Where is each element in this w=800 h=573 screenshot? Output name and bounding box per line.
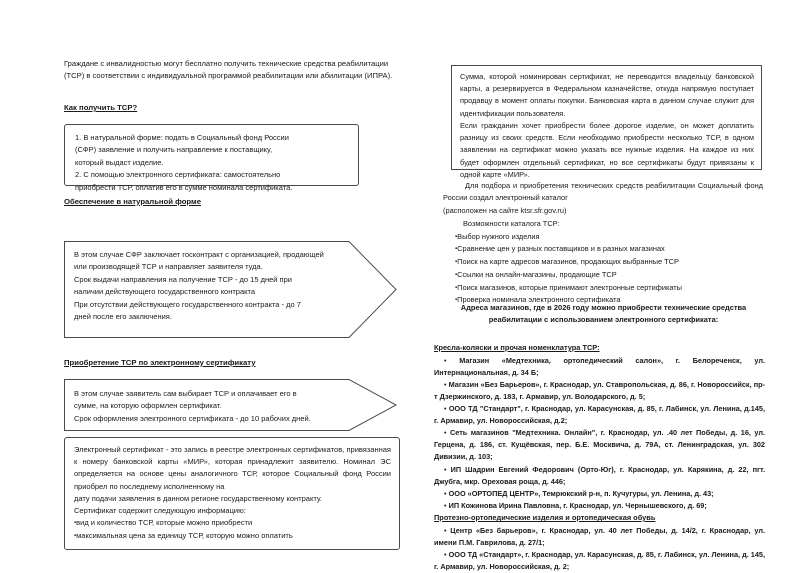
catalog-list-title: Возможности каталога ТСР: <box>463 219 560 228</box>
address-entry <box>434 427 765 463</box>
address-group-heading-prosthetics: Протезно-ортопедические изделия и ортопедическая обувь <box>434 513 656 522</box>
box-how-to-get <box>64 124 359 192</box>
addresses-section-title: Адреса магазинов, где в 2026 году можно приобрести технические средства реабилитации с использованием электронного сертификата: <box>460 303 747 325</box>
catalog-item <box>455 269 765 282</box>
box-how-line-3: который выдаст изделие. <box>75 157 164 167</box>
address-entry-text: ООО «ОРТОПЕД ЦЕНТР», Темрюкский р-н, п. Кучугуры, ул. Ленина, д. 43; <box>448 488 714 498</box>
callout-natural-form <box>64 241 397 338</box>
address-entry-text: Центр «Без барьеров», г. Краснодар, ул. 40 лет Победы, д. 14/2, г. Краснодар, ул. имени П.М. Гаврилова, д. 27/1; <box>434 525 765 547</box>
box-how-line-4: 2. С помощью электронного сертификата: самостоятельно <box>75 170 281 180</box>
callout-natural-line-4: наличии действующего государственного контракта <box>74 287 256 297</box>
box-electronic-certificate-info <box>64 437 400 550</box>
catalog-item-text: Ссылки на онлайн-магазины, продающие ТСР <box>457 269 617 279</box>
catalog-site-line: (расположен на сайте ktsr.sfr.gov.ru) <box>443 205 567 215</box>
catalog-item <box>455 256 765 269</box>
heading-natural-form: Обеспечение в натуральной форме <box>64 197 201 206</box>
callout-cert-line-3: Срок оформления электронного сертификата - до 10 рабочих дней. <box>74 413 311 423</box>
catalog-intro-paragraph: Для подбора и приобретения технических средств реабилитации Социальный фонд России создал электронный каталог <box>443 181 763 203</box>
address-entry <box>434 500 765 512</box>
callout-natural-line-3: Срок выдачи направления на получение ТСР - до 15 дней при <box>74 274 292 284</box>
address-entry <box>434 355 765 379</box>
bullet-marker: • <box>444 428 450 438</box>
bullet-marker: • <box>444 464 451 474</box>
esig-bullet-1-text: вид и количество ТСР, которые можно приобрести <box>76 518 253 528</box>
esig-paragraph-2: дату подачи заявления в данном регионе государственному контракту. <box>74 493 322 503</box>
catalog-intro <box>443 180 763 217</box>
bullet-marker: • <box>444 500 449 510</box>
sum-paragraph-1: Сумма, которой номинирован сертификат, не переводится владельцу банковской карты, а резервируется в Федеральном казначействе, откуда напрямую поступает продавцу в момент оплаты покупки. Банковская карта в данном случае служит для идентификации пользователя. <box>460 72 754 118</box>
callout-natural-line-5: При отсутствии действующего государственного контракта - до 7 <box>74 299 301 309</box>
esig-paragraph-3: Сертификат содержит следующую информацию: <box>74 506 246 516</box>
bullet-marker: • <box>444 379 449 389</box>
catalog-item-text: Поиск на карте адресов магазинов, продающих выбранные ТСР <box>457 257 679 267</box>
callout-natural-line-1: В этом случае СФР заключает госконтракт с организацией, продающей <box>74 250 324 259</box>
address-entry-text: Магазин «Медтехника, ортопедический салон», г. Белореченск, ул. Интернациональная, д. 34 Б; <box>434 355 765 377</box>
catalog-capabilities-list <box>455 218 765 307</box>
callout-cert-line-1: В этом случае заявитель сам выбирает ТСР и оплачивает его в <box>74 389 297 398</box>
address-entry <box>434 379 765 403</box>
catalog-item <box>455 282 765 295</box>
addresses-list <box>434 342 765 573</box>
heading-purchase-by-certificate: Приобретение ТСР по электронному сертификату <box>64 358 256 367</box>
address-entry-text: Сеть магазинов "Медтехника. Онлайн", г. Краснодар, ул. .40 лет Победы, д. 16, ул. Герцена, д. 186, ст. Кущёвская, пер. Б.Е. Москвича, д. 79А, ст. Ленинградская, ул. 302 Дивизии, д. 103; <box>434 428 765 462</box>
heading-how-to-get: Как получить ТСР? <box>64 103 138 112</box>
catalog-item-text: Сравнение цен у разных поставщиков и в разных магазинах <box>457 244 665 254</box>
bullet-marker: • <box>444 525 451 535</box>
bullet-marker: • <box>444 488 449 498</box>
address-group-heading-wheelchairs: Кресла-коляски и прочая номенклатура ТСР: <box>434 343 600 352</box>
box-certificate-sum-info <box>451 65 762 179</box>
box-how-line-5: приобрести ТСР, оплатив его в сумме номинала сертификата. <box>75 182 293 192</box>
catalog-item-text: Проверка номинала электронного сертификата <box>457 295 621 305</box>
address-entry-text: ООО ТД «Стандарт», г. Краснодар, ул. Карасунская, д. 85, г. Лабинск, ул. Ленина, д. 145, г. Армавир, ул. Новороссийская, д. 2; <box>434 549 765 571</box>
intro-paragraph: Граждане с инвалидностью могут бесплатно получить технические средства реабилитации (ТСР) в соответствии с индивидуальной программой реабилитации или абилитации (ИПРА). <box>64 59 393 81</box>
bullet-marker: • <box>444 404 449 414</box>
esig-paragraph-1: Электронный сертификат - это запись в реестре электронных сертификатов, привязанная к номеру банковской карты «МИР», которая принадлежит заявителю. Номинал ЭС определяется на основе цены аналогичного ТСР, которое Социальный фонд России приобрел по последнему исполненному на <box>74 445 391 491</box>
address-entry <box>434 488 765 500</box>
box-how-line-1: 1. В натуральной форме: подать в Социальный фонд России <box>75 133 289 142</box>
address-entry <box>434 549 765 573</box>
bullet-marker: • <box>444 549 449 559</box>
callout-cert-line-2: сумме, на которую оформлен сертификат. <box>74 401 222 411</box>
callout-natural-line-2: или производящей ТСР и направляет заявителя туда. <box>74 262 263 272</box>
address-entry-text: ИП Шадрин Евгений Федорович (Орто-Юг), г. Краснодар, ул. Карякина, д. 22, пгт. Джубга, мкр. Ореховая роща, д. 446; <box>434 464 765 486</box>
address-entry-text: Магазин «Без Барьеров», г. Краснодар, ул. Ставропольская, д. 86, г. Новороссийск, пр-т Дзержинского, д. 183, г. Армавир, ул. Володарского, д. 5; <box>434 379 765 401</box>
esig-bullet-2-text: максимальная цена за единицу ТСР, которую можно оплатить <box>76 530 293 540</box>
callout-natural-line-6: дней после его заключения. <box>74 312 172 322</box>
esig-bullet-1 <box>74 517 391 529</box>
address-entry <box>434 464 765 488</box>
catalog-item-text: Выбор нужного изделия <box>457 231 540 241</box>
box-how-line-2: (СФР) заявление и получить направление к поставщику, <box>75 145 273 155</box>
bullet-marker: • <box>444 355 460 365</box>
catalog-item <box>455 243 765 256</box>
address-entry-text: ООО ТД "Стандарт", г. Краснодар, ул. Карасунская, д. 85, г. Лабинск, ул. Ленина, д.145, г. Армавир, ул. Новороссийская, д.2; <box>434 404 765 426</box>
catalog-item-text: Поиск магазинов, которые принимают электронные сертификаты <box>457 282 682 292</box>
catalog-item <box>455 231 765 244</box>
callout-certificate <box>64 379 397 431</box>
esig-bullet-2 <box>74 530 391 542</box>
sum-paragraph-2: Если гражданин хочет приобрести более дорогое изделие, он может доплатить разницу из своих средств. Если необходимо приобрести несколько ТСР, в одном заявлении на сертификат можно указать все нужные изделия. На каждое из них будет оформлен отдельный сертификат, но все сертификаты будут привязаны к одной карте «МИР». <box>460 120 754 179</box>
address-entry-text: ИП Кожинова Ирина Павловна, г. Краснодар, ул. Чернышевского, д. 69; <box>448 500 707 510</box>
address-entry <box>434 403 765 427</box>
address-entry <box>434 525 765 549</box>
